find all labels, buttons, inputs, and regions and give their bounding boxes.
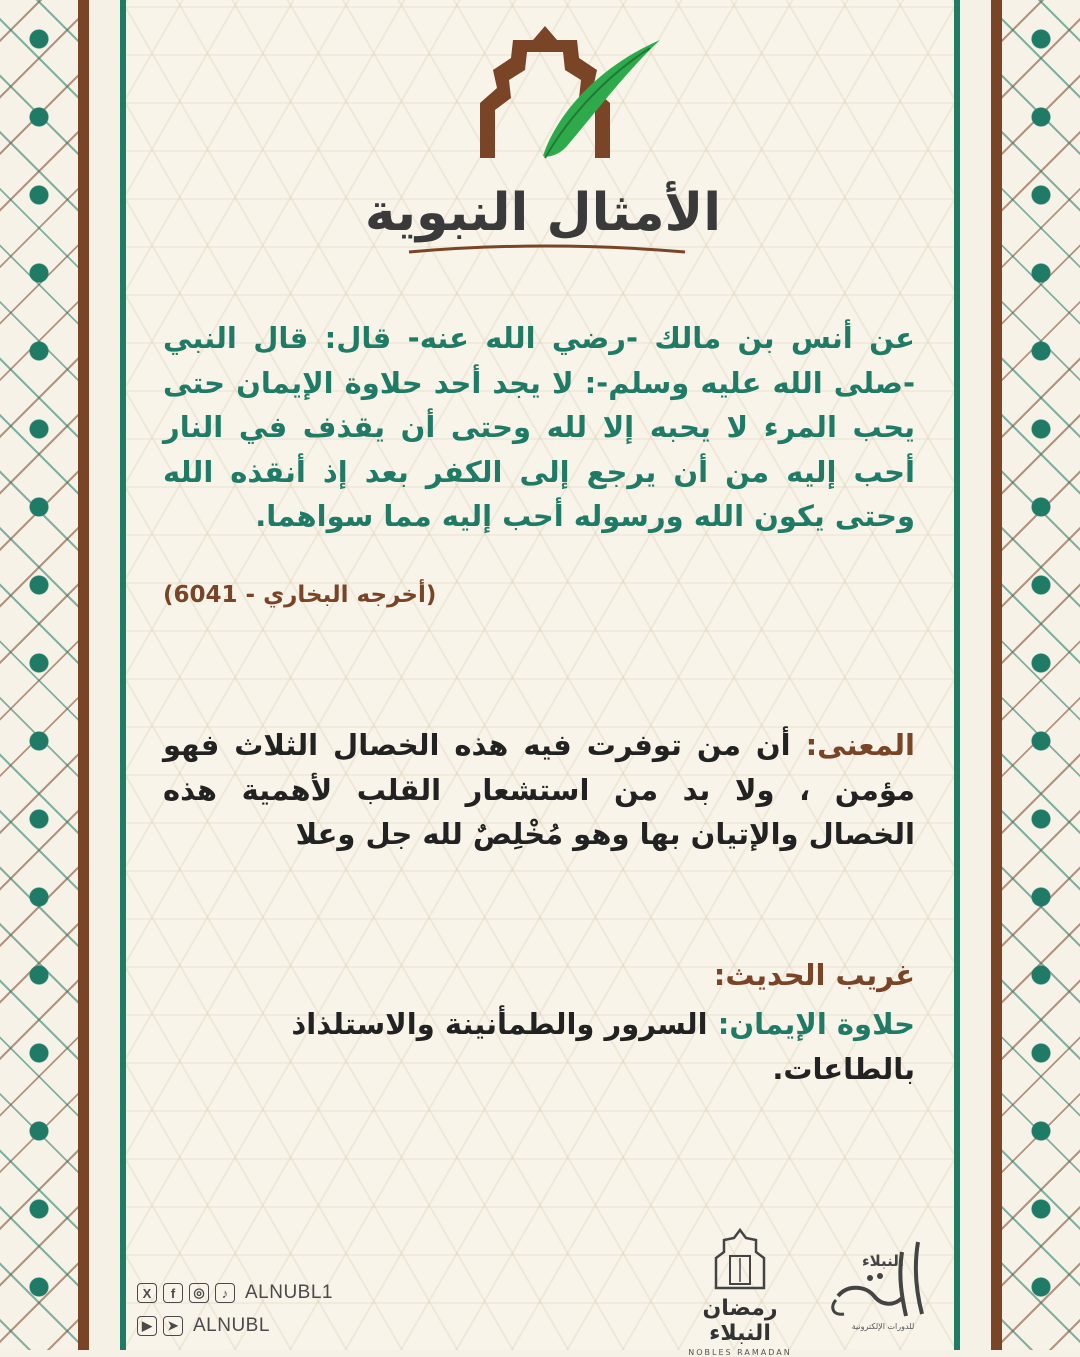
gharib-block — [163, 1002, 915, 1091]
gharib-term: حلاوة الإيمان: — [717, 1007, 915, 1041]
nubl-logo-title: النبلاء — [861, 1252, 905, 1270]
logo-title: الأمثال النبوية — [364, 183, 722, 243]
alnubl-logo — [818, 1236, 948, 1336]
gharib-title: غريب الحديث: — [713, 958, 915, 992]
hadith-source: (أخرجه البخاري - 6041) — [163, 582, 437, 608]
left-ornament-band — [0, 0, 78, 1350]
youtube-icon[interactable]: ▶ — [137, 1316, 157, 1336]
meaning-text: أن من توفرت فيه هذه الخصال الثلاث فهو مؤمن ، ولا بد من استشعار القلب لأهمية هذه الخصال والإتيان بها وهو مُخْلِصٌ لله جل وعلا — [163, 728, 915, 851]
social-handle-1[interactable]: ALNUBL1 — [245, 1282, 333, 1303]
tiktok-icon[interactable]: ♪ — [215, 1283, 235, 1303]
left-teal-stripe — [120, 0, 126, 1350]
x-icon[interactable]: X — [137, 1283, 157, 1303]
ramadan-logo-subtitle: NOBLES RAMADAN — [688, 1348, 792, 1357]
right-teal-stripe — [954, 0, 960, 1350]
meaning-label: المعنى: — [805, 728, 915, 762]
gharib-definition: السرور والطمأنينة والاستلذاذ بالطاعات. — [291, 1007, 915, 1086]
right-ornament-band — [1002, 0, 1080, 1350]
alnubl-calligraphy-icon — [818, 1236, 948, 1324]
left-brown-stripe — [78, 0, 89, 1350]
ramadan-logo-title: رمضان النبلاء — [702, 1296, 778, 1346]
hadith-text: عن أنس بن مالك -رضي الله عنه- قال: قال النبي -صلى الله عليه وسلم-: لا يجد أحد حلاوة الإيمان حتى يحب المرء لا يحبه إلا لله وحتى أن يقذف في النار أحب إليه من أن يرجع إلى الكفر بعد إذ أنقذه الله وحتى يكون الله ورسوله أحب إليه مما سواهما. — [163, 321, 915, 533]
right-brown-stripe — [991, 0, 1002, 1350]
meaning-block — [163, 723, 915, 857]
instagram-icon[interactable]: ◎ — [189, 1283, 209, 1303]
al-amthal-logo — [364, 18, 722, 263]
social-row-1 — [137, 1282, 333, 1304]
facebook-icon[interactable]: f — [163, 1283, 183, 1303]
telegram-icon[interactable]: ➤ — [163, 1316, 183, 1336]
nubl-logo-subtitle: للدورات الإلكترونية — [851, 1322, 915, 1331]
ramadan-nobles-logo — [680, 1228, 800, 1357]
mosque-emblem-icon — [710, 1228, 770, 1290]
dome-quill-emblem-icon — [364, 18, 722, 263]
social-row-2 — [137, 1315, 270, 1337]
social-handle-2[interactable]: ALNUBL — [193, 1315, 270, 1336]
